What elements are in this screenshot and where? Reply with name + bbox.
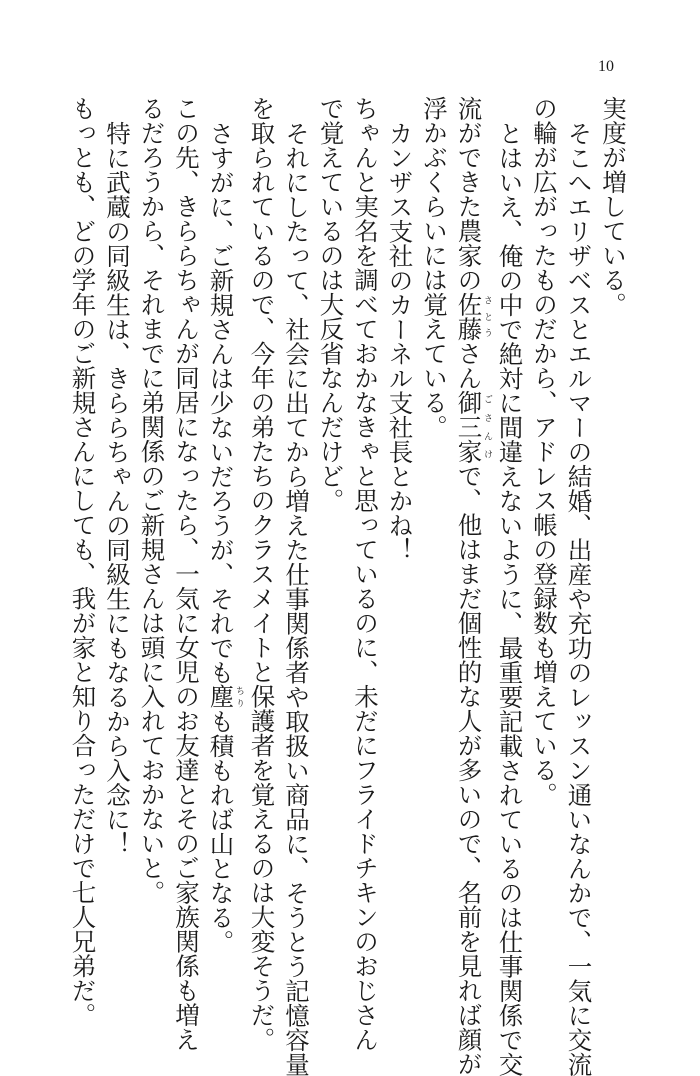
text-line: それにしたって、社会に出てから増えた仕事関係者や取扱い商品に、そうとう記憶容量 (282, 120, 311, 1076)
body-text (65, 96, 630, 1076)
ruby-reading: ごさんけ (482, 390, 492, 464)
ruby-word: 御三家ごさんけ (454, 390, 492, 464)
text-line: 流ができた農家の佐藤さとうさん御三家ごさんけで、他はまだ個性的な人が多いので、名前を見れば顔が (454, 96, 492, 1076)
text-line: さすがに、ご新規さんは少ないだろうが、それでも塵ちりも積もれば山となる。 (206, 120, 244, 954)
text-line: を取られているので、今年の弟たちのクラスメイトと保護者を覚えるのは大変そうだ。 (247, 96, 277, 1052)
ruby-word: 佐藤さとう (454, 292, 492, 341)
text-line: もっとも、どの学年のご新規さんにしても、我が家と知り合っただけで七人兄弟だ。 (68, 96, 98, 1027)
text-line: 実度が増している。 (599, 96, 628, 317)
text-line: この先、きららちゃんが同居になったら、一気に女児のお友達とそのご家族関係も増え (172, 96, 201, 1052)
text-line: 浮かぶくらいには覚えている。 (420, 96, 449, 439)
ruby-word: 塵ちり (206, 684, 244, 709)
text-line: そこへエリザベスとエルマーの結婚、出産や充功のレッスン通いなんかで、一気に交流 (564, 120, 594, 1076)
page-number: 10 (598, 58, 614, 75)
ruby-reading: さとう (482, 292, 492, 341)
text-line: 特に武蔵の同級生は、きららちゃんの同級生にもなるから入念に！ (103, 120, 132, 856)
text-line: カンザス支社のカーネル支社長とかね！ (385, 120, 415, 562)
text-line: の輪が広がったものだから、アドレス帳の登録数も増えている。 (530, 96, 559, 807)
text-line: るだろうから、それまでに弟関係のご新規さんは頭に入れておかないと。 (137, 96, 167, 905)
text-line: ちゃんと実名を調べておかなきゃと思っているのに、未だにフライドチキンのおじさん (351, 96, 380, 1052)
text-line: で覚えているのは大反省なんだけど。 (316, 96, 346, 513)
ruby-reading: ちり (234, 684, 244, 709)
text-line: とはいえ、俺の中で絶対に間違えないように、最重要記載されているのは仕事関係で交 (495, 120, 525, 1076)
